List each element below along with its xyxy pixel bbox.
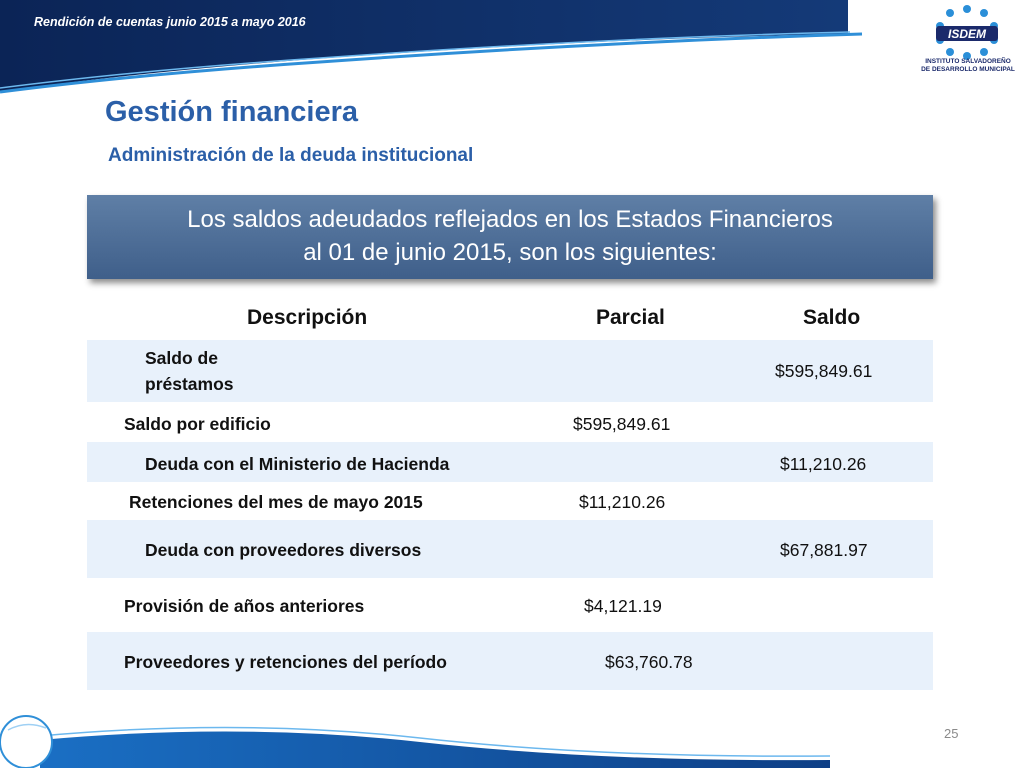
row-saldo: $11,210.26 <box>780 454 867 474</box>
isdem-logo-icon <box>922 4 1012 60</box>
callout-line2: al 01 de junio 2015, son los siguientes: <box>303 239 717 266</box>
table-row <box>87 632 933 690</box>
row-description: Retenciones del mes de mayo 2015 <box>129 492 423 512</box>
row-parcial: $595,849.61 <box>573 414 671 434</box>
row-description: Proveedores y retenciones del período <box>124 652 447 672</box>
table-row <box>87 578 933 632</box>
page-title: Gestión financiera <box>105 96 359 128</box>
isdem-logo <box>922 4 1012 88</box>
table-row <box>87 402 933 442</box>
row-description: Saldo por edificio <box>124 414 271 434</box>
row-parcial: $63,760.78 <box>605 652 693 672</box>
banner-title: Rendición de cuentas junio 2015 a mayo 2016 <box>34 15 306 29</box>
row-description: Deuda con proveedores diversos <box>145 540 422 560</box>
row-description: Provisión de años anteriores <box>124 596 365 616</box>
header-parcial: Parcial <box>596 306 665 329</box>
logo-caption <box>918 58 1018 74</box>
header-saldo: Saldo <box>803 306 861 329</box>
header-descripcion: Descripción <box>247 306 368 329</box>
row-parcial: $11,210.26 <box>579 492 666 512</box>
row-description: Deuda con el Ministerio de Hacienda <box>145 454 450 474</box>
logo-text: ISDEM <box>947 27 987 41</box>
row-saldo: $595,849.61 <box>775 361 873 381</box>
table-row <box>87 482 933 520</box>
page-subtitle: Administración de la deuda institucional <box>108 145 474 166</box>
row-saldo: $67,881.97 <box>780 540 868 560</box>
row-parcial: $4,121.19 <box>584 596 662 616</box>
logo-caption-line1: INSTITUTO SALVADOREÑO <box>925 58 1011 65</box>
footer-decoration <box>0 700 1024 768</box>
callout-box <box>87 195 933 279</box>
table-row <box>87 442 933 482</box>
row-description: Saldo de <box>145 348 218 368</box>
table-row <box>87 520 933 578</box>
table-row <box>87 340 933 402</box>
row-description: préstamos <box>145 374 234 394</box>
logo-caption-line2: DE DESARROLLO MUNICIPAL <box>921 66 1015 73</box>
page-number: 25 <box>944 726 959 741</box>
callout-line1: Los saldos adeudados reflejados en los Estados Financieros <box>187 206 833 233</box>
